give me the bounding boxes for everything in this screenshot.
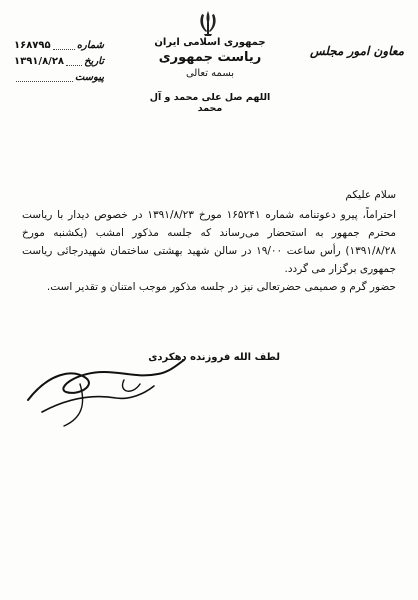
dotted-line: [66, 54, 82, 66]
dotted-line: [16, 70, 73, 82]
dotted-line: [53, 38, 75, 50]
attachment-label: پیوست: [74, 72, 104, 83]
country-name: جمهوری اسلامی ایران: [154, 37, 266, 48]
number-label: شماره: [76, 40, 104, 51]
signature-block: [20, 338, 280, 438]
invocation: بسمه تعالی: [185, 68, 235, 79]
greeting: سلام علیکم: [345, 189, 396, 201]
number-value: ۱۶۸۷۹۵: [14, 40, 51, 51]
letterhead: [130, 36, 290, 81]
body-paragraph-1: احتراماً، پیرو دعوتنامه شماره ۱۶۵۲۴۱ مورخ ۱۳۹۱/۸/۲۳ در خصوص دیدار با ریاست محترم جمهور به استحضار می‌رساند که جلسه مذکور امشب (یکشنبه مورخ ۱۳۹۱/۸/۲۸) رأس ساعت ۱۹/۰۰ در سالن شهید بهشتی ساختمان شهیدرجائی ریاست جمهوری برگزار می گردد.: [22, 209, 396, 275]
signer-name: لطف الله فروزنده دهکردی: [148, 352, 280, 363]
meta-date-row: [14, 54, 104, 70]
iran-emblem-icon: [193, 8, 223, 38]
meta-number-row: [14, 38, 104, 54]
date-value: ۱۳۹۱/۸/۲۸: [14, 56, 65, 67]
body-paragraph-2: حضور گرم و صمیمی حضرتعالی نیز در جلسه مذکور موجب امتنان و تقدیر است.: [46, 281, 396, 293]
department-title: معاون امور مجلس: [309, 44, 404, 58]
letter-body: [22, 186, 396, 296]
office-name: ریاست جمهوری: [158, 50, 262, 65]
letter-meta: [14, 38, 104, 86]
meta-attachment-row: [14, 70, 104, 86]
date-label: تاریخ: [84, 56, 104, 67]
salawat-line: اللهم صل علی محمد و آل محمد: [149, 92, 271, 114]
